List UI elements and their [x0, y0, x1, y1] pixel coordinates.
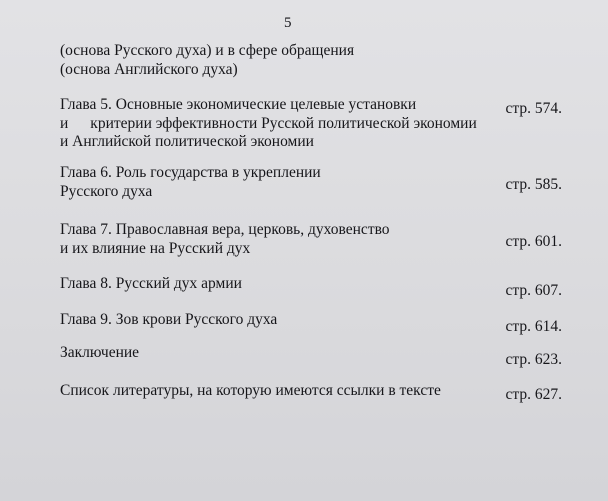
toc-entry-title-fragment: и	[60, 114, 69, 132]
toc-continuation	[60, 42, 354, 79]
toc-entry-conclusion	[60, 344, 590, 368]
toc-entry-title-line: Глава 7. Православная вера, церковь, духовенство	[60, 221, 390, 238]
toc-entry-chapter-8	[60, 275, 590, 299]
toc-entry-title-line: Глава 5. Основные экономические целевые установки	[60, 96, 417, 113]
toc-entry-page-ref: стр. 623.	[505, 351, 562, 368]
toc-entry-page-ref: стр. 601.	[505, 233, 562, 250]
toc-entry-page-ref: стр. 574.	[505, 100, 562, 117]
toc-entry-chapter-7	[60, 221, 590, 258]
toc-entry-page-ref: стр. 614.	[505, 318, 562, 335]
page-number: 5	[284, 15, 292, 31]
toc-entry-title-line: Глава 6. Роль государства в укреплении	[60, 164, 321, 181]
toc-entry-chapter-5	[60, 96, 590, 152]
continuation-line-1: (основа Русского духа) и в сфере обращения	[60, 42, 355, 59]
toc-entry-title-line: Список литературы, на которую имеются ссылки в тексте	[60, 382, 441, 399]
toc-entry-chapter-6	[60, 164, 590, 201]
toc-entry-title-fragment: критерии эффективности Русской политической экономии	[90, 114, 477, 132]
toc-entry-title-line: и Английской политической экономии	[60, 133, 314, 150]
toc-entry-chapter-9	[60, 311, 590, 335]
toc-entry-page-ref: стр. 585.	[505, 176, 562, 193]
toc-entry-bibliography	[60, 382, 590, 401]
toc-entry-title-line: Глава 9. Зов крови Русского духа	[60, 311, 278, 328]
continuation-line-2: (основа Английского духа)	[60, 60, 238, 78]
toc-entry-page-ref: стр. 627.	[505, 386, 562, 403]
toc-entry-title-line: Глава 8. Русский дух армии	[60, 275, 242, 292]
toc-entry-title-line: и их влияние на Русский дух	[60, 239, 251, 257]
toc-entry-title-line: Заключение	[60, 344, 140, 361]
toc-entry-title-line: Русского духа	[60, 182, 153, 200]
toc-entry-page-ref: стр. 607.	[505, 282, 562, 299]
